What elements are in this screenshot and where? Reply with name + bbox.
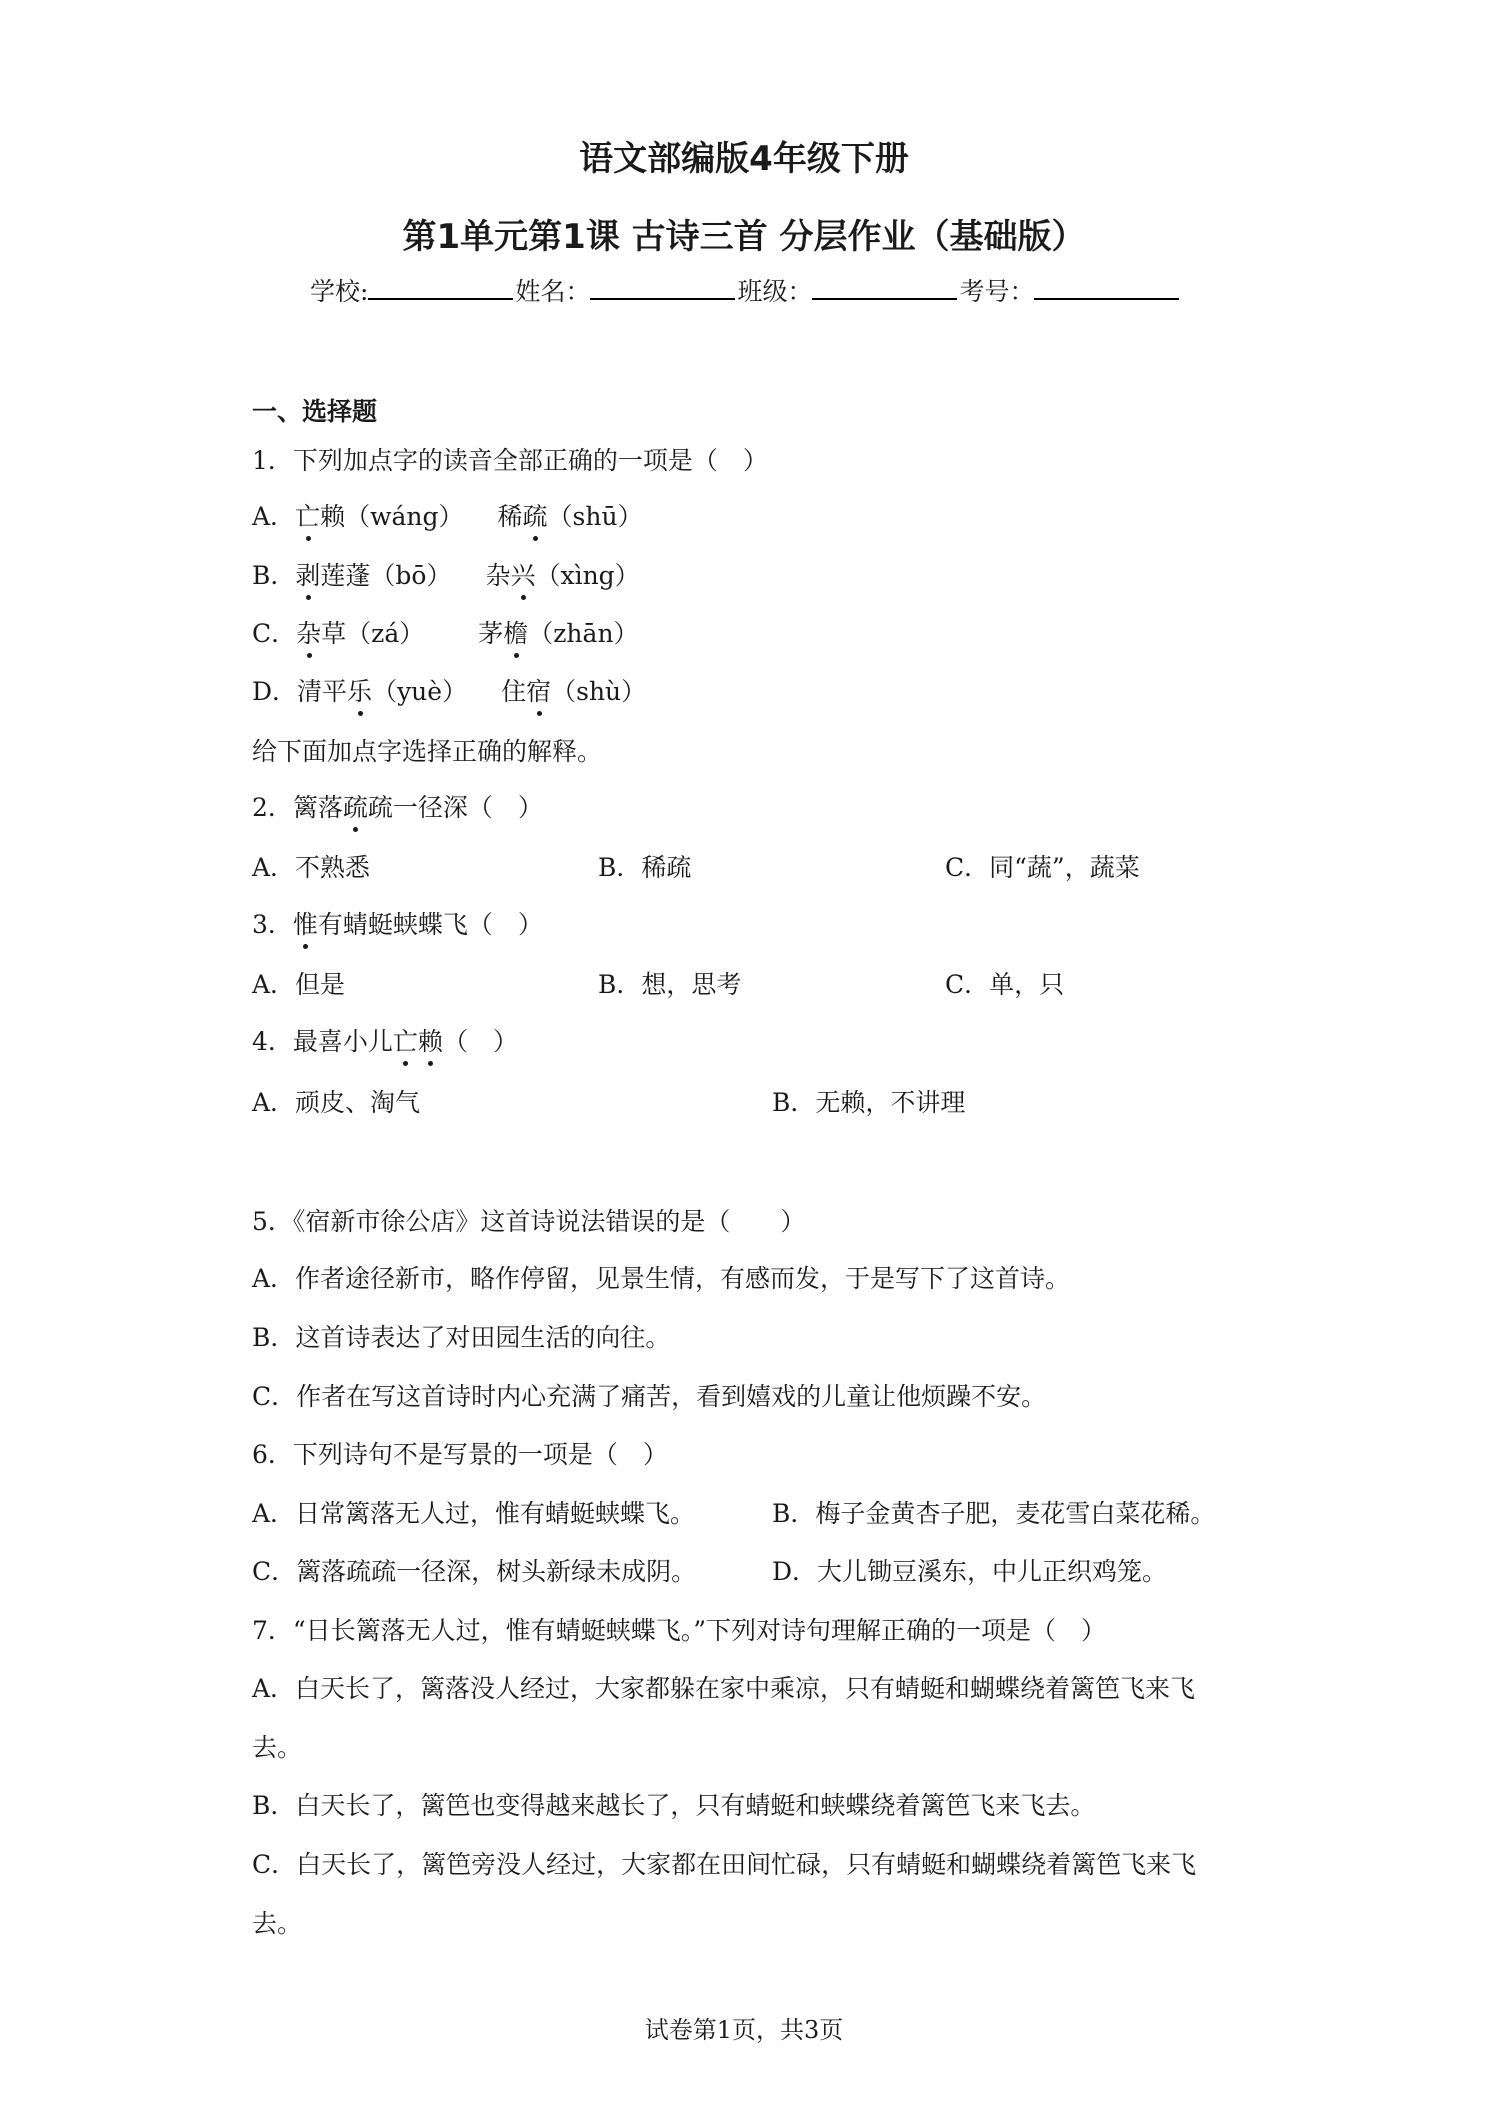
exam-no-blank[interactable] xyxy=(1034,272,1179,300)
question-2-option-b: B．稀疏 xyxy=(598,853,692,882)
section-title: 一、选择题 xyxy=(252,397,378,426)
question-4-option-a: A．顽皮、淘气 xyxy=(252,1088,421,1117)
question-6-option-d: D．大儿锄豆溪东，中儿正织鸡笼。 xyxy=(772,1557,1168,1586)
question-1-option-d: D．清平乐（yuè） 住宿（shù） xyxy=(252,677,647,706)
question-3-stem: 3．惟有蜻蜓蛱蝶飞（ ） xyxy=(252,910,543,939)
question-6-option-c: C．篱落疏疏一径深，树头新绿未成阴。 xyxy=(252,1557,697,1586)
question-2-stem: 2．篱落疏疏一径深（ ） xyxy=(252,793,543,822)
exam-no-label: 考号： xyxy=(959,277,1035,306)
school-label: 学校: xyxy=(310,277,369,306)
page-title: 语文部编版4年级下册 xyxy=(579,139,909,179)
question-3-option-b: B．想，思考 xyxy=(598,970,742,999)
question-7-option-b: B．白天长了，篱笆也变得越来越长了，只有蜻蜓和蛱蝶绕着篱笆飞来飞去。 xyxy=(252,1791,1096,1820)
question-7-option-a: A．白天长了，篱落没人经过，大家都躲在家中乘凉，只有蜻蜓和蝴蝶绕着篱笆飞来飞 xyxy=(252,1674,1196,1703)
question-5-option-a: A．作者途径新市，略作停留，见景生情，有感而发，于是写下了这首诗。 xyxy=(252,1264,1071,1293)
question-3-option-a: A．但是 xyxy=(252,970,346,999)
question-6-option-a: A．日常篱落无人过，惟有蜻蜓蛱蝶飞。 xyxy=(252,1499,696,1528)
question-1-stem: 1．下列加点字的读音全部正确的一项是（ ） xyxy=(252,446,768,475)
question-1-option-a: A．亡赖（wáng） 稀疏（shū） xyxy=(252,502,643,531)
question-1-option-c: C．杂草（zá） 茅檐（zhān） xyxy=(252,619,639,648)
name-label: 姓名： xyxy=(515,277,591,306)
page-footer: 试卷第1页，共3页 xyxy=(644,2016,844,2044)
question-5-option-c: C．作者在写这首诗时内心充满了痛苦，看到嬉戏的儿童让他烦躁不安。 xyxy=(252,1382,1047,1411)
question-6-stem: 6．下列诗句不是写景的一项是（ ） xyxy=(252,1440,668,1469)
question-3-option-c: C．单，只 xyxy=(945,970,1065,999)
name-blank[interactable] xyxy=(590,272,735,300)
question-1-option-b: B．剥莲蓬（bō） 杂兴（xìng） xyxy=(252,561,640,590)
class-label: 班级： xyxy=(737,277,813,306)
page-subtitle: 第1单元第1课 古诗三首 分层作业（基础版） xyxy=(402,217,1086,257)
class-blank[interactable] xyxy=(812,272,957,300)
question-7-option-a-cont: 去。 xyxy=(252,1733,303,1762)
instruction-text: 给下面加点字选择正确的解释。 xyxy=(252,737,603,766)
question-6-option-b: B．梅子金黄杏子肥，麦花雪白菜花稀。 xyxy=(772,1499,1216,1528)
question-7-option-c-cont: 去。 xyxy=(252,1909,303,1938)
question-7-option-c: C．白天长了，篱笆旁没人经过，大家都在田间忙碌，只有蜻蜓和蝴蝶绕着篱笆飞来飞 xyxy=(252,1850,1197,1879)
question-5-stem: 5．《宿新市徐公店》这首诗说法错误的是（ ） xyxy=(252,1207,806,1236)
question-2-option-a: A．不熟悉 xyxy=(252,853,371,882)
student-info-row xyxy=(310,272,1181,308)
question-4-option-b: B．无赖，不讲理 xyxy=(772,1088,966,1117)
school-blank[interactable] xyxy=(368,272,513,300)
question-5-option-b: B．这首诗表达了对田园生活的向往。 xyxy=(252,1323,671,1352)
question-4-stem: 4．最喜小儿亡赖（ ） xyxy=(252,1027,518,1056)
question-2-option-c: C．同“蔬”，蔬菜 xyxy=(945,853,1140,882)
question-7-stem: 7．“日长篱落无人过，惟有蜻蜓蛱蝶飞。”下列对诗句理解正确的一项是（ ） xyxy=(252,1616,1106,1645)
